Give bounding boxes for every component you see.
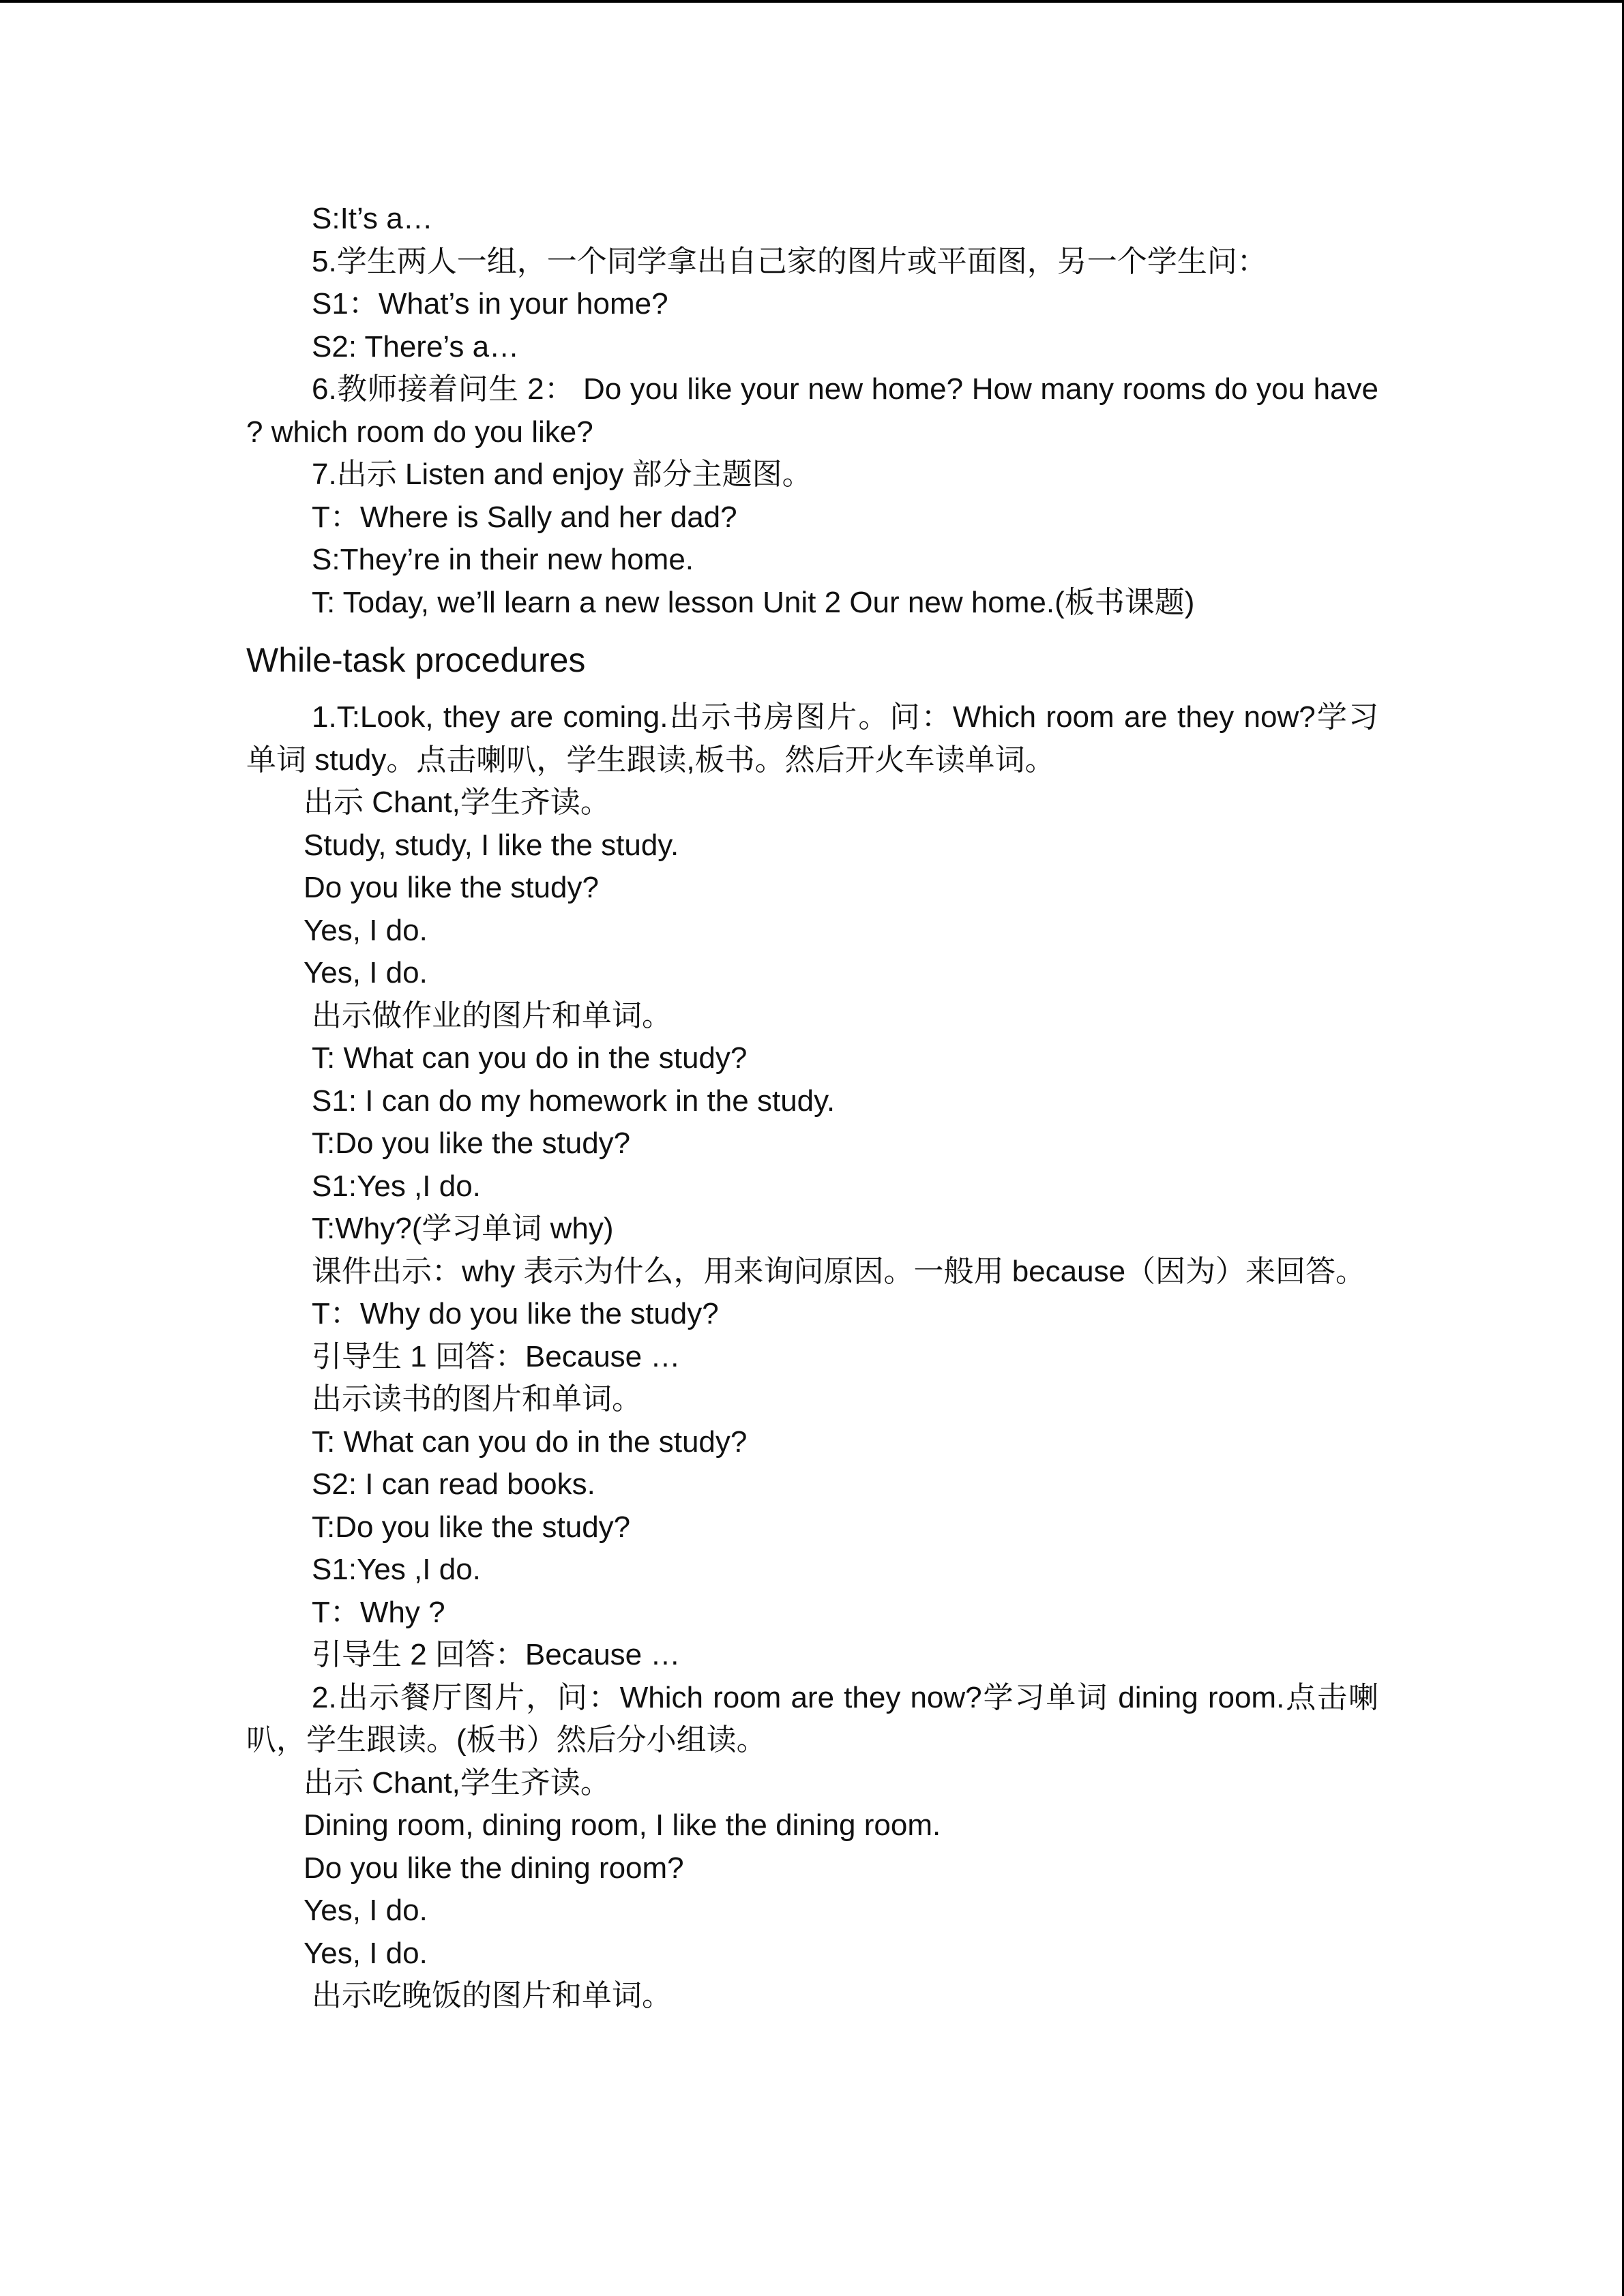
chant-line: Yes, I do. xyxy=(304,1894,428,1927)
dialogue-line: S1：What’s in your home? xyxy=(312,287,668,320)
chant-line: Yes, I do. xyxy=(304,956,428,989)
instruction-line: 出示 Chant,学生齐读。 xyxy=(304,786,610,819)
dialogue-line: T:Do you like the study? xyxy=(312,1510,631,1544)
dialogue-line: T:Why?(学习单词 why) xyxy=(312,1212,614,1245)
chant-line: Study, study, I like the study. xyxy=(304,828,679,862)
dialogue-line: S1:Yes ,I do. xyxy=(312,1169,481,1203)
dialogue-line: S2: There’s a… xyxy=(312,329,520,363)
instruction-line: 出示 Chant,学生齐读。 xyxy=(304,1765,610,1800)
chant-line: Yes, I do. xyxy=(304,913,428,947)
dialogue-line: T：Where is Sally and her dad? xyxy=(312,500,737,534)
chant-line: Dining room, dining room, I like the dining room. xyxy=(304,1808,941,1842)
instruction-line: 出示读书的图片和单词。 xyxy=(312,1382,642,1416)
dialogue-line: T: What can you do in the study? xyxy=(312,1425,748,1459)
document-body xyxy=(246,198,1378,2018)
section-heading: While-task procedures xyxy=(246,641,586,679)
step-2-instruction: 2.出示餐厅图片，问：Which room are they now?学习单词 dining room.点击喇叭，学生跟读。(板书）然后分小组读。 xyxy=(246,1680,1378,1757)
step-5-instruction: 5.学生两人一组，一个同学拿出自己家的图片或平面图，另一个学生问： xyxy=(312,244,1267,278)
chant-line: Yes, I do. xyxy=(304,1936,428,1970)
step-7-instruction: 7.出示 Listen and enjoy 部分主题图。 xyxy=(312,458,812,491)
step-1-instruction: 1.T:Look, they are coming.出示书房图片。问：Which room are they now?学习单词 study。点击喇叭，学生跟读,板书。然后开火车读单词。 xyxy=(246,700,1378,777)
dialogue-line: S:They’re in their new home. xyxy=(312,543,694,576)
dialogue-line: T: What can you do in the study? xyxy=(312,1041,748,1075)
step-6-instruction: 6.教师接着问生 2： Do you like your new home? How many rooms do you have ? which room do you like? xyxy=(246,372,1378,449)
dialogue-line: S1: I can do my homework in the study. xyxy=(312,1084,836,1118)
chant-line: Do you like the study? xyxy=(304,871,599,904)
dialogue-line: T:Do you like the study? xyxy=(312,1127,631,1160)
dialogue-line: T：Why ? xyxy=(312,1595,445,1629)
dialogue-line: T: Today, we’ll learn a new lesson Unit 2 Our new home.(板书课题) xyxy=(312,585,1195,619)
instruction-line: 出示做作业的图片和单词。 xyxy=(312,998,672,1032)
top-border-rule xyxy=(0,0,1624,3)
dialogue-line: S:It’s a… xyxy=(312,202,433,235)
chant-line: Do you like the dining room? xyxy=(304,1851,684,1885)
dialogue-line: S2: I can read books. xyxy=(312,1467,595,1501)
instruction-line: 引导生 2 回答：Because … xyxy=(312,1638,681,1671)
dialogue-line: S1:Yes ,I do. xyxy=(312,1553,481,1586)
instruction-line: 引导生 1 回答：Because … xyxy=(312,1339,681,1373)
courseware-note: 课件出示：why 表示为什么，用来询问原因。一般用 because（因为）来回答。 xyxy=(312,1254,1366,1288)
instruction-line: 出示吃晚饭的图片和单词。 xyxy=(312,1979,672,2012)
dialogue-line: T：Why do you like the study? xyxy=(312,1297,719,1330)
